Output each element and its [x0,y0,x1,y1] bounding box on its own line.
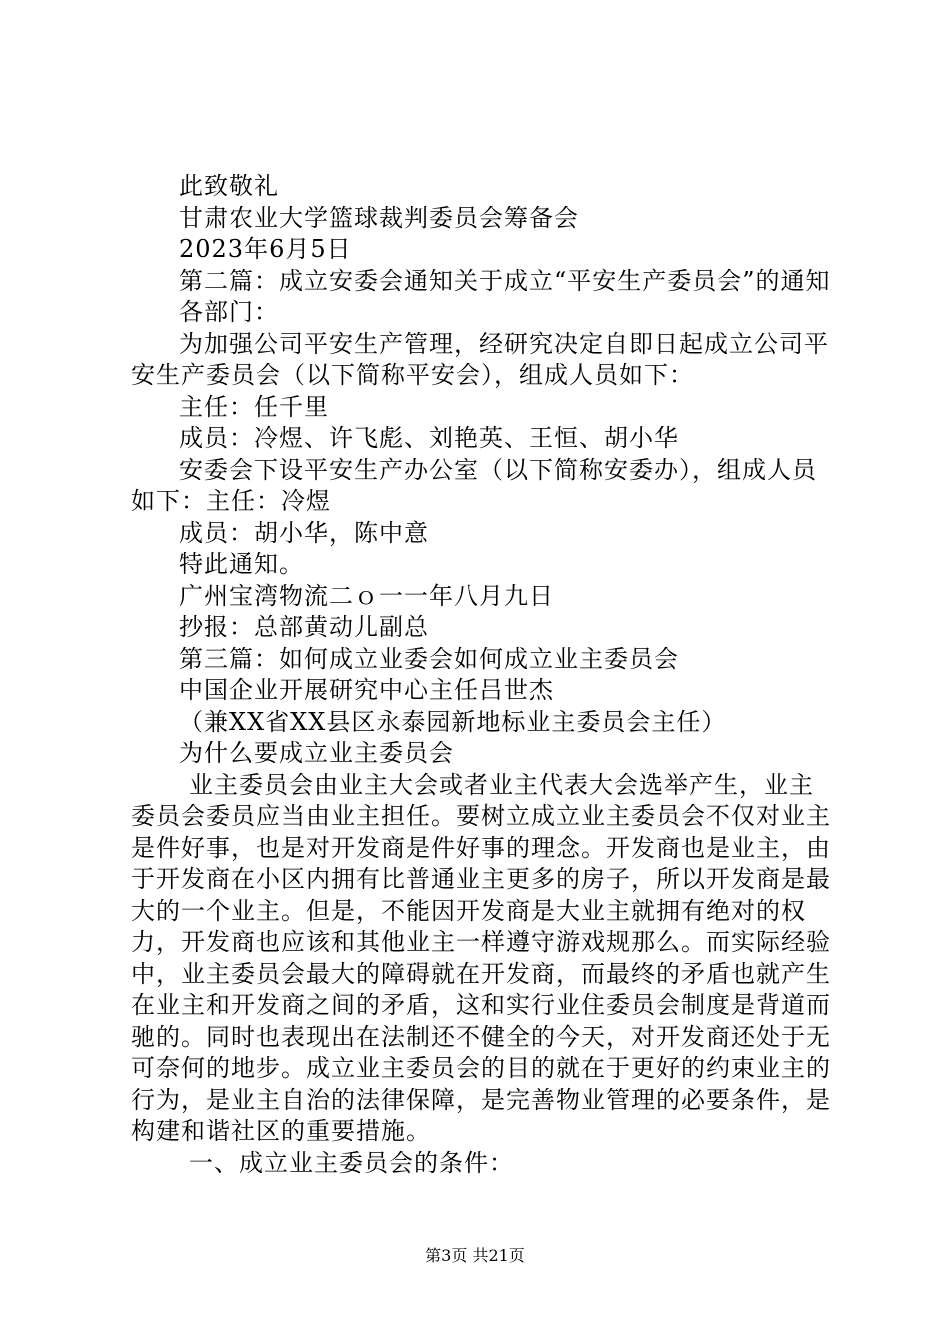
document-body [131,171,835,1179]
author-affiliation: （兼XX省XX县区永泰园新地标业主委员会主任） [179,707,727,736]
author-line: 中国企业开展研究中心主任吕世杰 [179,676,554,704]
notice-intro: 为加强公司平安生产管理，经研究决定自即日起成立公司平安生产委员会（以下简称平安会），组成人员如下： [131,329,829,389]
addressee: 各部门： [179,298,279,326]
notice-closing: 特此通知。 [179,550,304,578]
closing-salutation: 此致敬礼 [179,172,279,200]
section-heading-2: 第二篇：成立安委会通知关于成立“平安生产委员会”的通知 [179,266,831,295]
office-line: 安委会下设平安生产办公室（以下简称安委办），组成人员如下：主任：冷煜 [131,455,817,515]
signature-organization: 甘肃农业大学篮球裁判委员会筹备会 [179,203,579,232]
subheading-conditions: 一、成立业主委员会的条件： [189,1148,514,1177]
cc-line: 抄报：总部黄动儿副总 [179,613,429,641]
subheading-why: 为什么要成立业主委员会 [179,739,454,767]
body-paragraph: 业主委员会由业主大会或者业主代表大会选举产生，业主委员会委员应当由业主担任。要树立成立业主委员会不仅对业主是件好事，也是对开发商是件好事的理念。开发商也是业主，由于开发商在小区内拥有比普通业主更多的房子，所以开发商是最大的一个业主。但是，不能因开发商是大业主就拥有绝对的权力，开发商也应该和其他业主一样遵守游戏规那么。而实际经验中，业主委员会最大的障碍就在开发商，而最终的矛盾也就产生在业主和开发商之间的矛盾，这和实行业住委员会制度是背道而驰的。同时也表现出在法制还不健全的今天，对开发商还处于无可奈何的地步。成立业主委员会的目的就在于更好的约束业主的行为，是业主自治的法律保障，是完善物业管理的必要条件，是构建和谐社区的重要措施。 [131,770,831,1145]
notice-signature: 广州宝湾物流二ｏ一一年八月九日 [179,581,554,610]
office-members-line: 成员：胡小华，陈中意 [179,518,429,547]
members-line: 成员：冷煜、许飞彪、刘艳英、王恒、胡小华 [179,424,679,452]
section-heading-3: 第三篇：如何成立业委会如何成立业主委员会 [179,644,679,673]
director-line: 主任：任千里 [179,392,329,421]
page-number: 第3页 共21页 [425,1246,525,1265]
signature-date: 2023年6月5日 [179,235,352,263]
page-footer [0,1246,950,1266]
